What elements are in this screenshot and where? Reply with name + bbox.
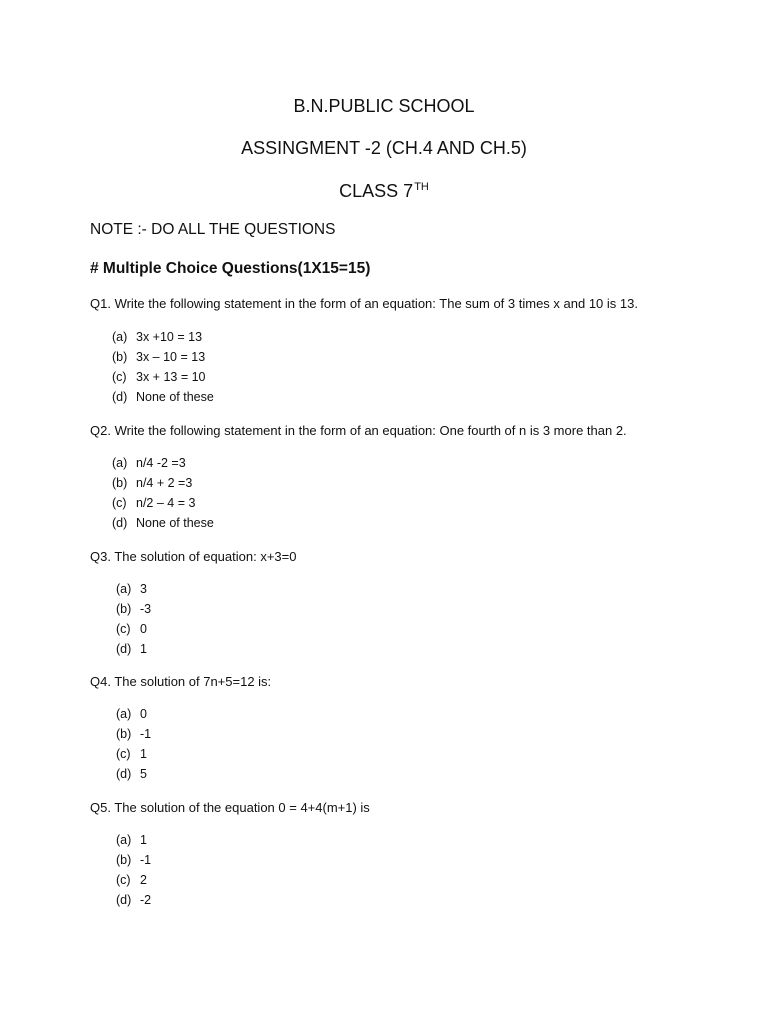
- option-letter: (a): [112, 456, 128, 470]
- option-text: 3x +10 = 13: [136, 330, 203, 344]
- class-title: [0, 180, 768, 202]
- option-text: 3: [140, 582, 147, 596]
- option: [116, 619, 151, 639]
- option-text: None of these: [136, 390, 214, 404]
- option: [116, 890, 151, 910]
- question-5-options: [116, 830, 151, 910]
- option: [116, 850, 151, 870]
- option: [112, 387, 214, 407]
- option-letter: (a): [116, 582, 132, 596]
- option-letter: (a): [112, 330, 128, 344]
- question-5: Q5. The solution of the equation 0 = 4+4(m+1) is: [90, 800, 370, 815]
- option-text: -3: [140, 602, 152, 616]
- option-letter: (b): [112, 476, 128, 490]
- question-1: Q1. Write the following statement in the form of an equation: The sum of 3 times x and 10 is 13.: [90, 296, 638, 311]
- option-letter: (d): [116, 893, 132, 907]
- option: [112, 327, 214, 347]
- option-text: 0: [140, 622, 147, 636]
- option-letter: (b): [116, 853, 132, 867]
- question-2-options: [112, 453, 214, 533]
- option-text: 0: [140, 707, 147, 721]
- option: [112, 473, 214, 493]
- option: [112, 453, 214, 473]
- option: [116, 704, 151, 724]
- question-2: Q2. Write the following statement in the form of an equation: One fourth of n is 3 more than 2.: [90, 423, 627, 438]
- option-letter: (c): [112, 496, 127, 510]
- option-letter: (b): [112, 350, 128, 364]
- option-letter: (d): [116, 642, 132, 656]
- option: [116, 744, 151, 764]
- option: [116, 830, 151, 850]
- class-label: CLASS 7: [339, 181, 414, 201]
- option: [116, 724, 151, 744]
- option-letter: (c): [116, 622, 131, 636]
- option: [112, 513, 214, 533]
- assignment-title: ASSINGMENT -2 (CH.4 AND CH.5): [241, 138, 527, 158]
- option-text: -2: [140, 893, 152, 907]
- section-heading: # Multiple Choice Questions(1X15=15): [90, 260, 371, 277]
- option: [116, 579, 151, 599]
- option-text: 3x – 10 = 13: [136, 350, 206, 364]
- school-name: B.N.PUBLIC SCHOOL: [293, 96, 475, 116]
- question-4: Q4. The solution of 7n+5=12 is:: [90, 674, 272, 689]
- option-text: -1: [140, 727, 152, 741]
- option-letter: (a): [116, 707, 132, 721]
- option-letter: (b): [116, 602, 132, 616]
- option-text: -1: [140, 853, 152, 867]
- option-text: 3x + 13 = 10: [136, 370, 206, 384]
- option: [112, 367, 214, 387]
- question-1-options: [112, 327, 214, 407]
- option: [116, 870, 151, 890]
- option-text: 2: [140, 873, 147, 887]
- option-letter: (c): [112, 370, 127, 384]
- option-letter: (d): [112, 516, 128, 530]
- question-3-options: [116, 579, 151, 659]
- option-letter: (b): [116, 727, 132, 741]
- option-text: 1: [140, 642, 147, 656]
- class-suffix: TH: [414, 181, 429, 193]
- option-text: 5: [140, 767, 147, 781]
- option: [116, 599, 151, 619]
- option-text: None of these: [136, 516, 214, 530]
- option-letter: (d): [116, 767, 132, 781]
- note-text: NOTE :- DO ALL THE QUESTIONS: [90, 221, 336, 238]
- option: [116, 764, 151, 784]
- option-letter: (a): [116, 833, 132, 847]
- question-4-options: [116, 704, 151, 784]
- option-letter: (c): [116, 873, 131, 887]
- option: [116, 639, 151, 659]
- option-text: 1: [140, 747, 147, 761]
- option: [112, 493, 214, 513]
- option-text: 1: [140, 833, 147, 847]
- option-letter: (d): [112, 390, 128, 404]
- option-letter: (c): [116, 747, 131, 761]
- question-3: Q3. The solution of equation: x+3=0: [90, 549, 297, 564]
- option: [112, 347, 214, 367]
- option-text: n/4 + 2 =3: [136, 476, 193, 490]
- option-text: n/4 -2 =3: [136, 456, 186, 470]
- option-text: n/2 – 4 = 3: [136, 496, 196, 510]
